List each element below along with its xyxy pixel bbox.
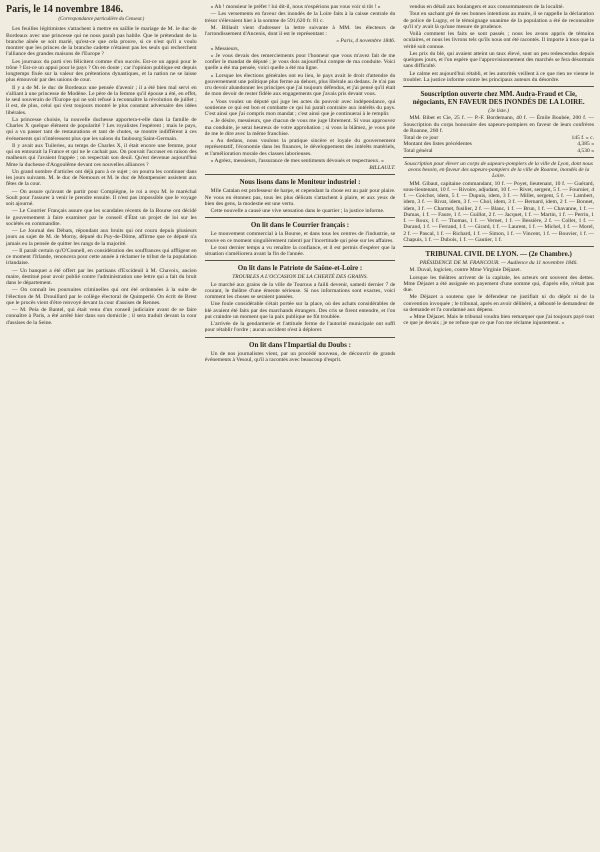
section-heading: On lit dans le Courrier français :	[250, 221, 350, 230]
divider	[205, 217, 396, 218]
divider	[205, 337, 396, 338]
letter-paragraph: « Messieurs,	[210, 45, 239, 52]
letter-dateline: « Paris, 4 novembre 1846.	[336, 38, 396, 45]
paragraph: Voilà comment les faits se sont passés ; nous les avons appris de témoins oculaires, et nous les livrons tels qu'ils nous ont été racontés. Il importe à tous que la vérité soit connue.	[403, 31, 595, 50]
paragraph: — Le Courrier Français assure que les scandales récents de la Bourse ont décidé le gouvernement à faire examiner par le conseil d'État un projet de loi sur les sociétés en commandite.	[6, 208, 197, 227]
paragraph: — Les versements en faveur des inondés de la Loire faits à la caisse centrale du trésor s'élevaient hier à la somme de 591,620 fr. 81 c.	[204, 11, 396, 24]
section-heading: On lit dans l'Impartial du Doubs :	[249, 340, 351, 349]
paragraph: « Ah ! monsieur le préfet ! lui dit-il, nous n'espérions pas vous voir si tôt ! »	[210, 4, 381, 10]
sum-label: Montant des listes précédentes	[403, 141, 472, 148]
paragraph: Le marché aux grains de la ville de Tournus a failli devenir, samedi dernier 7 de courant, le théâtre d'une émeute sérieuse. Si nos informations sont exactes, voici comment les choses se seraient passées.	[204, 281, 396, 300]
section-heading: On lit dans le Patriote de Saône-et-Loire :	[237, 264, 363, 273]
paragraph: La princesse choisie, la nouvelle duchesse apportera-t-elle dans la famille de Charles X quelque élément de popularité ? Les royalistes l'espèrent ; mais le pays, qui a vu passer tant de restaurations et tant de chutes, se montre indifférent à ces événements qui n'intéressent plus que les salons du faubourg Saint-Germain.	[6, 116, 197, 142]
divider	[403, 246, 594, 247]
letter-paragraph: « Agréez, messieurs, l'assurance de mes sentiments dévoués et respectueux. »	[210, 157, 384, 164]
divider	[403, 86, 594, 87]
paragraph: vendus en détail aux boulangers et aux consommateurs de la localité.	[409, 4, 564, 10]
column-middle	[205, 4, 396, 844]
sum-value: 4,530 »	[577, 147, 595, 154]
divider	[205, 174, 396, 175]
paragraph: L'arrivée de la gendarmerie et l'attitude ferme de l'autorité municipale ont suffi pour rétablir l'ordre ; aucun accident n'est à déplorer.	[204, 321, 396, 334]
sum-value: 145 f. » c.	[571, 135, 595, 141]
divider	[205, 260, 396, 261]
paragraph: Le tout dernier temps a vu renaître la confiance, et il est permis d'espérer que la situation s'améliorera avant la fin de l'année.	[204, 244, 396, 257]
column-right	[403, 4, 594, 844]
letter-paragraph: « Vous voulez un député qui juge les actes du pouvoir avec indépendance, qui soutienne ce qui est bon et combatte ce qui lui paraît contraire aux intérêts du pays. C'est ainsi que j'ai compris mon mandat ; c'est ainsi que je continuerai à le remplir.	[204, 98, 396, 117]
paragraph: — On assure qu'avant de partir pour Compiègne, le roi a reçu M. le maréchal Soult pour l'assurer à venir le prendre ensuite. Il n'est pas impossible que le voyage soit ajourné.	[6, 188, 197, 207]
divider	[403, 157, 594, 158]
paragraph: M. Duval, logicien, contre Mme Virginie Déjazet.	[409, 267, 521, 274]
subscription-heading-secondary: Souscription pour élever un corps de sapeurs-pompiers de la ville de Lyon, dont nous avons besoin, en faveur des sapeurs-pompiers de la ville de Roanne, inondés de la Loire.	[404, 160, 593, 180]
sum-label: Total de ce jour	[403, 135, 439, 141]
paragraph: Les feuilles légitimistes s'attachent à mettre en saillie le mariage de M. le duc de Bordeaux avec une princesse qui ne nous paraît pas habile. Que le prétendant de la branche aînée se soit marié, qu'est-ce que cela prouve, si ce n'est qu'il a voulu montrer que les princes de la branche cadette n'étaient pas les seuls qui recherchent l'alliance des grandes maisons de l'Europe ?	[6, 26, 197, 58]
subscription-entries: MM. Bibet et Cie, 25 f. — P.-F. Bordemann, 40 f. — Émile Boubée, 200 f. — Souscription du corps honoraire des sapeurs-pompiers en faveur de leurs confrères de Roanne, 260 f.	[403, 115, 595, 134]
paragraph: M. Billault vient d'adresser la lettre suivante à MM. les électeurs de l'arrondissement d'Ancenis, dont il est le représentant :	[204, 24, 396, 37]
letter-paragraph: « Lorsque les élections générales ont eu lieu, le pays avait le droit d'attendre du gouvernement une politique plus ferme au dehors, plus libérale au dedans. Je n'ai pas cru devoir abandonner les principes que j'ai toujours défendus, et j'ai pensé qu'il était de mon devoir de rester fidèle aux engagements que j'avais pris devant vous.	[204, 72, 396, 98]
paragraph: Mlle Catalan est professeur de harpe, et cependant la chose est au pair pour plaire. Ne vous en étonnez pas, tous les plus délicats s'attachent à plaire, et aux yeux de bien des gens, la modestie est une vertu.	[204, 188, 396, 207]
paragraph: Me Déjazet a soutenu que le défendeur ne justifiait ni du dépôt ni de la convention invoquée ; le tribunal, après en avoir délibéré, a débouté le demandeur de sa demande et l'a condamné aux dépens.	[403, 294, 595, 313]
paragraph: « Mme Déjazet. Mais le tribunal voudra bien remarquer que j'ai toujours payé tout ce que je devais ; je ne refuse que ce que l'on me réclame injustement. »	[403, 314, 595, 327]
paragraph: Les journaux du parti s'en félicitent comme d'un succès. Est-ce un appui pour le trône ? Est-ce un appui pour le pays ? On en doute ; car l'opinion publique est depuis longtemps fixée sur la valeur des prétentions dynastiques, et la nation ne se laisse plus émouvoir par des unions de cour.	[6, 58, 197, 84]
letter-paragraph: « Je désire, messieurs, que chacun de vous me juge librement. Si vous approuvez ma conduite, je serai heureux de votre approbation ; si vous la blâmez, je vous prie de me le dire avec la même franchise.	[204, 118, 396, 137]
paragraph: — M. Peia de Bantel, qui était venu d'un conseil judiciaire avant de se faire connaître à Paris, a été arrêté hier dans son domicile ; il sera traduit devant la cour d'assises de la Seine.	[6, 307, 197, 326]
newspaper-page	[6, 4, 594, 844]
dateline: Paris, le 14 novembre 1846.	[6, 4, 124, 15]
letter-signature: BILLAULT.	[369, 165, 396, 171]
letter-paragraph: « Je vous devais des remerciements pour l'honneur que vous m'avez fait de me confier le mandat de député ; je vous dois aujourd'hui compte de ma conduite. Voici quelle a été ma pensée, voici quelle a été ma ligne.	[204, 52, 396, 72]
tribunal-subheading: PRÉSIDENCE DE M. FRANCOUR. — Audience du 11 novembre 1846.	[419, 260, 578, 266]
paragraph: Le calme est aujourd'hui rétabli, et les autorités veillent à ce que rien ne vienne le troubler. La justice informe contre les principaux auteurs du désordre.	[403, 70, 595, 83]
subscription-heading: Souscription ouverte chez MM. Audra-Fraud et Cie, négociants, EN FAVEUR DES INONDÉS DE LA LOIRE.	[412, 90, 585, 106]
section-subheading: TROUBLES A L'OCCASION DE LA CHERTÉ DES GRAINS.	[232, 274, 368, 281]
paragraph: Lorsque les théâtres arrivent de la capitale, les acteurs ont souvent des dettes. Mme Déjazet a été assignée en payement d'une somme qui, d'après elle, n'était pas due.	[403, 274, 595, 293]
paragraph: Il y a de M. le duc de Bordeaux une pensée d'avenir ; il a été bien mal servi en s'alliant à une princesse de Modène. Le père de la femme qu'il épouse a été, en effet, le seul souverain de l'Europe qui ne soit refusé à reconnaître la révolution de juillet ; il est, de plus, celui qui s'est toujours montré le plus constant adversaire des idées libérales.	[6, 84, 197, 116]
paragraph: Les prix du blé, qui avaient atteint un taux élevé, sont un peu redescendus depuis quelques jours, et l'on espère que l'approvisionnement des marchés se fera désormais sans difficulté.	[403, 50, 595, 70]
paragraph: Le mouvement commercial à la Bourse, et dans tous les centres de l'industrie, se trouve en ce moment singulièrement ralenti par l'incertitude qui pèse sur les affaires.	[204, 231, 396, 244]
paragraph: Tout en sachant gré de ses bonnes intentions au maire, il se rappelle la déclaration de police de Lugny, et le témoignage unanime de la population a été de reconnaître qu'il n'y avait là qu'une mesure de prudence.	[403, 11, 595, 30]
sum-value: 4,385 »	[577, 141, 595, 148]
sum-label: Total général	[403, 147, 433, 154]
dateline-subtitle: (Correspondance particulière du Censeur.)	[58, 17, 145, 22]
paragraph: Un grand nombre d'articles ont déjà paru à ce sujet ; on pourra les continuer dans les jours suivants. M. le duc de Nemours et M. le duc de Montpensier assistent aux fêtes de la cour.	[6, 168, 197, 188]
donor-list: MM. Gibaut, capitaine commandant, 10 f. — Poyet, lieutenant, 10 f. — Guérard, sous-lieutenant, 10 f. — Rivoire, adjudant, 10 f. — Rivet, sergent, 5 f. — Fournier, 4 f. — Goichot, idem, 5 f. — Dupuis, idem, 3 f. — Millet, sergent, 5 f. — Lambert, idem, 3 f. — Rivat, idem, 3 f. — Chol, idem, 3 f. — Bernard, idem, 2 f. — Bonnet, idem, 3 f. — Charmet, fusilier, 2 f. — Blanc, 1 f. — Brun, 1 f. — Chavanne, 1 f. — Dumas, 1 f. — Faure, 1 f. — Guillot, 2 f. — Jacquet, 1 f. — Martin, 1 f. — Perrin, 1 f. — Roux, 1 f. — Thomas, 1 f. — Vernet, 1 f. — Bessière, 2 f. — Collet, 1 f. — Durand, 1 f. — Ferrand, 1 f. — Girard, 1 f. — Laurent, 1 f. — Michel, 1 f. — Morel, 2 f. — Pascal, 1 f. — Richard, 1 f. — Simon, 1 f. — Vincent, 1 f. — Bouvier, 1 f. — Chapuis, 1 f. — Dubois, 1 f. — Gautier, 1 f.	[403, 180, 595, 243]
tribunal-heading: TRIBUNAL CIVIL DE LYON. — (2e Chambre.)	[425, 250, 572, 258]
paragraph: Une foule considérable s'était portée sur la place, où des achats considérables de blé avaient été faits par des marchands étrangers. Des cris se firent entendre, et l'on put craindre un moment que la paix publique ne fût troublée.	[204, 301, 396, 320]
column-left	[6, 4, 197, 844]
sum-row	[403, 148, 594, 154]
paragraph: Il y avait aux Tuileries, au temps de Charles X, il était encore une femme, pour qui on entourait la France et qui ne le cachait pas. On pouvait l'accuser en raison des malheurs qui l'avaient frappée ; on respectait son deuil. Qu'est devenue aujourd'hui Mme la duchesse d'Angoulême devant ces nouvelles alliances ?	[6, 142, 197, 168]
paragraph: Un de nos journalistes vient, par un procédé nouveau, de découvrir de grands événements à Vesoul, qu'il a racontés avec beaucoup d'esprit.	[204, 350, 396, 363]
paragraph: — Il paraît certain qu'O'Connell, en considération des souffrances qui affligent en ce moment l'Irlande, renoncera pour cette année à réclamer le tribut de la population irlandaise.	[6, 247, 197, 267]
section-heading: Nous lisons dans le Moniteur industriel :	[239, 178, 361, 187]
paragraph: — Le Journal des Débats, répondant aux bruits qui ont couru depuis plusieurs jours au sujet de M. de Morny, député du Puy-de-Dôme, affirme que ce député n'a jamais eu la pensée de quitter les rangs de la majorité.	[6, 228, 197, 247]
paragraph: — On connaît les poursuites criminelles qui ont été ordonnées à la suite de l'élection de M. Drouillard par le collège électoral de Quimperlé. On écrit de Brest que le procès vient d'être renvoyé devant la cour d'assises de Rennes.	[6, 287, 197, 306]
letter-paragraph: « Au dedans, nous voulons la pratique sincère et loyale du gouvernement représentatif, l'économie dans les finances, le développement des intérêts matériels, et l'amélioration morale des classes laborieuses.	[204, 138, 396, 157]
paragraph: — Un banquet a été offert par les partisans d'Excideuil à M. Chavoix, ancien maire, destitué pour avoir publié contre l'administration une lettre qui a fait du bruit dans le département.	[6, 267, 197, 286]
subscription-list-number: (3e liste.)	[488, 108, 510, 114]
paragraph: Cette nouvelle a causé une vive sensation dans le quartier ; la justice informe.	[210, 208, 385, 214]
